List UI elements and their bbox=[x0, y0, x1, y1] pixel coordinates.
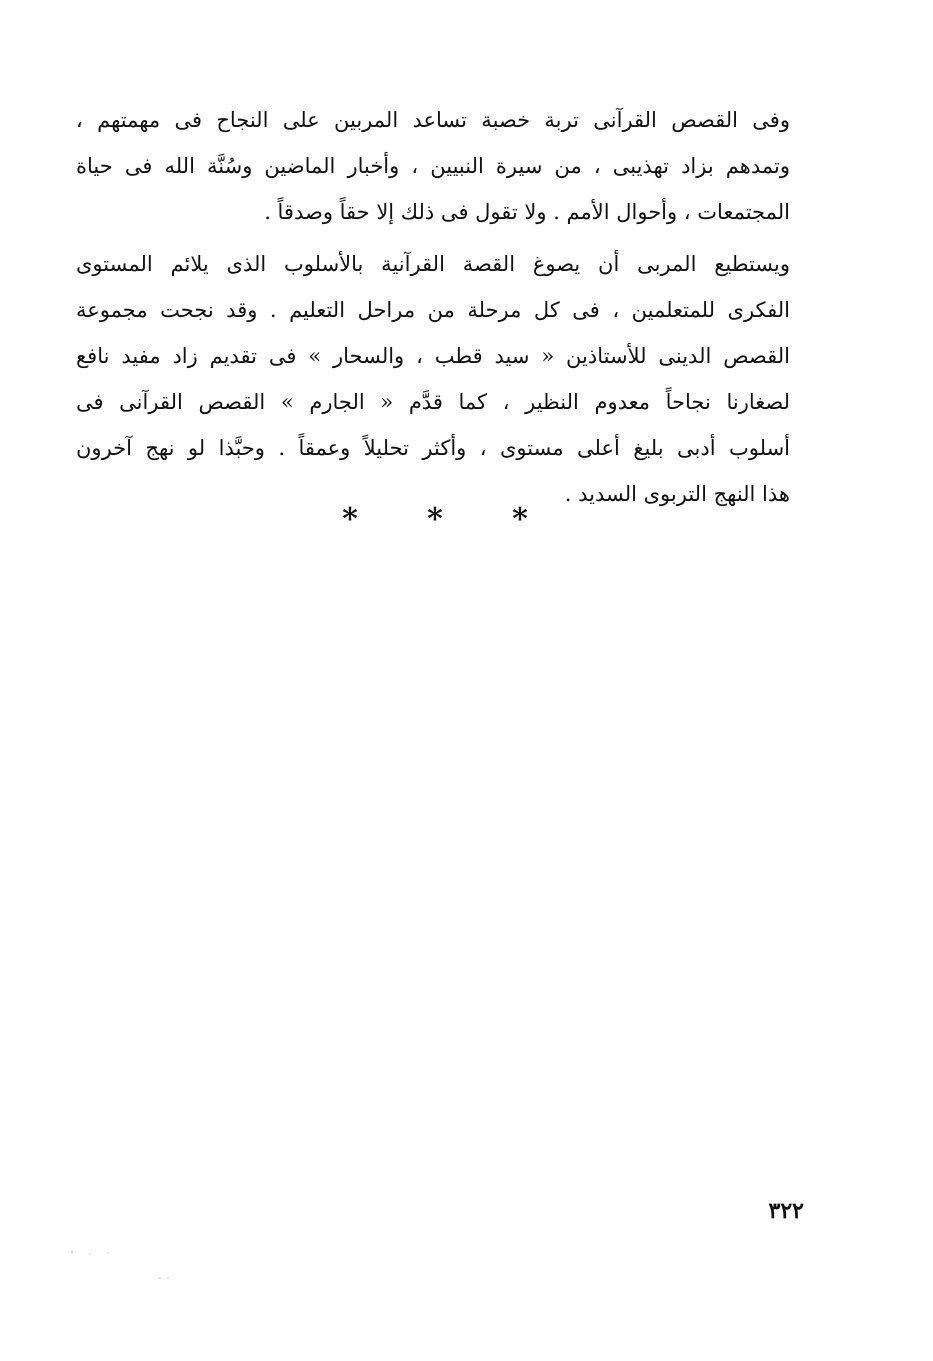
paragraph-2 bbox=[76, 241, 790, 517]
asterisk-icon: * bbox=[427, 502, 443, 537]
asterisk-icon: * bbox=[512, 502, 528, 537]
paragraph-1 bbox=[76, 97, 790, 235]
paragraph-2-line: هذا النهج التربوى السديد . bbox=[564, 482, 790, 506]
paragraph-2-line: القصص الدينى للأستاذين « سيد قطب ، والسحار » فى تقديم زاد مفيد نافع bbox=[76, 344, 790, 368]
paragraph-1-line: وتمدهم بزاد تهذيبى ، من سيرة النبيين ، وأخبار الماضين وسُنَّة الله فى حياة bbox=[76, 154, 790, 178]
scan-specks bbox=[60, 1248, 200, 1288]
paragraph-2-line: لصغارنا نجاحاً معدوم النظير ، كما قدَّم « الجارم » القصص القرآنى فى bbox=[76, 390, 790, 414]
asterisk-icon: * bbox=[342, 502, 358, 537]
page-number: ٣٢٢ bbox=[768, 1198, 804, 1224]
paragraph-2-line: الفكرى للمتعلمين ، فى كل مرحلة من مراحل التعليم . وقد نجحت مجموعة bbox=[76, 298, 790, 322]
paragraph-1-line: وفى القصص القرآنى تربة خصبة تساعد المربين على النجاح فى مهمتهم ، bbox=[76, 108, 790, 132]
paragraph-2-line: أسلوب أدبى بليغ أعلى مستوى ، وأكثر تحليلاً وعمقاً . وحبَّذا لو نهج آخرون bbox=[76, 436, 790, 460]
paragraph-2-line: ويستطيع المربى أن يصوغ القصة القرآنية بالأسلوب الذى يلائم المستوى bbox=[76, 252, 790, 276]
paragraph-1-line: المجتمعات ، وأحوال الأمم . ولا تقول فى ذلك إلا حقاً وصدقاً . bbox=[264, 200, 790, 224]
section-separator bbox=[330, 500, 540, 540]
